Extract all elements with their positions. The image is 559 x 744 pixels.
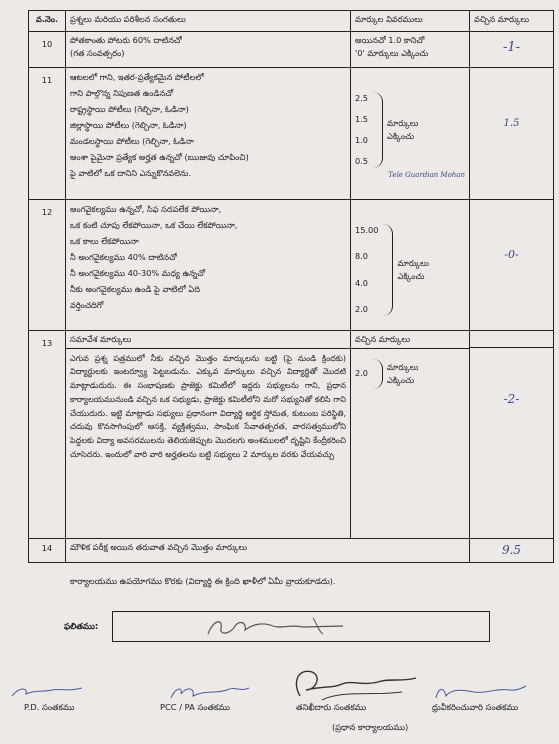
brace-group xyxy=(355,224,465,316)
text-line: గాని పాల్గొన్న నిపుణత ఉండినచో xyxy=(70,87,174,98)
text-line: మండలస్థాయి పోటీలు (గెల్చినా, ఓడినా xyxy=(70,135,194,146)
text-line: జిల్లాస్థాయి పోటీలు (గెల్చినా, ఓడినా) xyxy=(70,119,187,130)
handwritten-mark: -0- xyxy=(504,248,519,261)
value: 0.5 xyxy=(355,156,369,167)
row-mark xyxy=(470,331,554,539)
value: 1.0 xyxy=(355,135,369,146)
detail-line: అయినచో 1.0 కానిచో xyxy=(355,35,425,45)
curly-brace-icon xyxy=(372,359,383,389)
text-line: నీకు అంగవైకల్యము ఉండి పై వాటిలో ఏది xyxy=(70,283,200,294)
value: 8.0 xyxy=(355,251,369,262)
detail-line: మార్కులు xyxy=(387,362,419,372)
table-header-row xyxy=(29,11,554,32)
detail-line: '0' మార్కులు ఎక్కించు xyxy=(355,47,429,58)
row-details xyxy=(351,68,470,200)
values-column xyxy=(355,92,368,168)
text-line: వర్తించదిగో xyxy=(70,299,104,310)
detail-line: మార్కులు xyxy=(397,258,429,269)
row-number: 10 xyxy=(29,32,66,68)
row-details xyxy=(351,200,470,331)
detail-line: మార్కులు xyxy=(387,118,419,129)
row-details xyxy=(351,331,470,539)
pcc-signature-scribble-icon xyxy=(165,680,255,704)
inspector-signature-label: తనిఖీదారు సంతకము xyxy=(296,702,367,712)
value: 4.0 xyxy=(355,277,369,288)
marks-table xyxy=(28,10,554,563)
brace-label xyxy=(387,359,418,389)
table-row-12 xyxy=(29,200,554,331)
curly-brace-icon xyxy=(372,92,383,168)
values-column xyxy=(355,359,368,389)
header-marks-received: వచ్చిన మార్కులు xyxy=(470,11,554,32)
brace-label xyxy=(397,224,428,316)
subheader-marks-received: వచ్చిన మార్కులు xyxy=(351,331,469,349)
row-number: 12 xyxy=(29,200,66,331)
detail-line: ఎక్కించు xyxy=(397,271,425,281)
value: 2.0 xyxy=(355,368,369,379)
text-line: ఒక కాలు లేకపోయినా xyxy=(70,235,139,246)
handwritten-mark: -2- xyxy=(503,392,520,406)
row-number: 11 xyxy=(29,68,66,200)
table-row-10 xyxy=(29,32,554,68)
table-row-11 xyxy=(29,68,554,200)
inspector-signature-sublabel: (ప్రధాన కార్యాలయము) xyxy=(332,722,409,732)
value: 15.00 xyxy=(355,225,379,235)
pd-signature-scribble-icon xyxy=(8,680,88,702)
header-details: మార్కుల వివరములు xyxy=(351,11,470,32)
table-row-13 xyxy=(29,331,554,539)
result-box xyxy=(112,611,490,642)
pd-signature-label: P.D. సంతకము xyxy=(24,702,75,712)
row-mark xyxy=(470,539,554,563)
text-line: ఒక కంటి చూపు లేకపోయినా, ఒక చేయి లేకపోయినా, xyxy=(70,219,238,230)
brace-group xyxy=(355,92,465,168)
curly-brace-icon xyxy=(382,224,393,316)
brace-label xyxy=(387,92,418,168)
row-mark xyxy=(470,68,554,200)
row-text xyxy=(66,200,351,331)
text-line: నీ అంగవైకల్యము 40-30% మధ్య ఉన్నచో xyxy=(70,267,206,278)
text-line: పోతకాంతు పోటరు 60% దాటినచో xyxy=(70,35,182,45)
handwritten-mark: 1.5 xyxy=(503,118,520,129)
pcc-signature-label: PCC / PA సంతకము xyxy=(160,702,230,712)
text-line: (గత సంవత్సరం) xyxy=(70,47,125,58)
row-text xyxy=(66,331,351,539)
text-line: రాష్ట్రస్థాయి పోటీలు (గెల్చినా, ఓడినా) xyxy=(70,103,189,114)
result-label: ఫలితము: xyxy=(64,622,99,632)
section-title: సమావేశ మార్కులు xyxy=(66,331,350,349)
row-details xyxy=(351,32,470,68)
header-questions: ప్రశ్నలు మరియు పరిశీలన సంగతులు xyxy=(66,11,351,32)
subheader-spacer xyxy=(470,331,553,348)
values-column xyxy=(355,224,378,316)
committee-signature-scribble-icon xyxy=(430,680,530,704)
row-mark xyxy=(470,32,554,68)
header-serial: వ.నెం. xyxy=(29,11,66,32)
text-line: అంశా పైమైనా ప్రత్యేక అర్హత ఉన్నచో (ఋజువు చూపించి) xyxy=(70,151,249,162)
handwritten-mark: -1- xyxy=(502,40,521,55)
text-line: నీ అంగవైకల్యము 40% దాటినచో xyxy=(70,251,177,262)
row-text xyxy=(66,32,351,68)
text-line: అంగవైకల్యము ఉన్నచో, సిఫ సదపలేక పోయినా, xyxy=(70,204,222,214)
detail-line: ఎక్కించు xyxy=(387,131,415,141)
committee-signature-label: ధ్రువీకరించువారి సంతకము xyxy=(432,702,518,712)
row-text xyxy=(66,68,351,200)
value: 2.5 xyxy=(355,93,369,103)
value: 1.5 xyxy=(355,114,369,125)
handwritten-note: Tele Guardian Mohan xyxy=(388,171,465,179)
value: 2.0 xyxy=(355,304,369,315)
text-line: ఆటలలో గాని, ఇతర-ప్రత్యేకమైన పోటీలలో xyxy=(70,72,204,82)
signature-scribble-icon xyxy=(113,612,489,641)
brace-group xyxy=(351,349,469,399)
row-number: 14 xyxy=(29,539,66,563)
table-row-14 xyxy=(29,539,554,563)
row-mark xyxy=(470,200,554,331)
text-line: పై వాటిలో ఒక దానిని ఎన్నుకొనవలెను. xyxy=(70,167,192,178)
interview-paragraph: ఎగువ ప్రశ్న పత్రములో నీకు వచ్చిన మొత్తం మార్కులను బట్టి (పై నుండి క్రిందకు) విద్యార్థులకు ఇంటర్వ్యూ పెట్టబడును. ఎక్కువ మార్కులు వచ్చిన విద్యార్థితో మొదటి మాట్లాడుదురు. ఈ సంభాషణకు ప్రాజెక్టు కమిటీలో ఇద్దరు సభ్యులను గాని, ప్రధాన కార్యాలయమునుండి వచ్చిన ఒక సభ్యుడు, ప్రాజెక్టు కమిటీలోని మరో సభ్యునితో కలిసి గాని చేయుదురు. ఇట్టి మాట్లాడు సభ్యులు ప్రధానంగా విద్యార్థి ఆర్థిక స్తోమత, కుటుంబ పరిస్థితి, చదువు కొనసాగింపులో ఆసక్తి, వ్యక్తిత్వము, సాంఘిక సేవాతత్పరత, వారసత్వములోని పెద్దలకు విద్యా అవసరములను తెలియజెప్పుట మొదలగు అంశములలో దృష్టిని కేంద్రీకరించి చూసెదరు. ఇందులో వారి వారి అర్హతలను బట్టి సభ్యులు 2 మార్కుల వరకు వేయవచ్చు xyxy=(70,353,346,459)
row-text: మౌళిక పరీక్ష అయిన తరువాత వచ్చిన మొత్తం మార్కులు xyxy=(66,539,470,563)
handwritten-total: 9.5 xyxy=(501,543,522,557)
row-number: 13 xyxy=(29,331,66,539)
office-use-note: కార్యాలయము ఉపయోగము కొరకు (విద్యార్థి ఈ క్రింది ఖాళీలో ఏమీ వ్రాయకూడదు). xyxy=(70,576,336,586)
detail-line: ఎక్కించు xyxy=(387,374,415,385)
inspector-signature-scribble-icon xyxy=(282,660,422,708)
